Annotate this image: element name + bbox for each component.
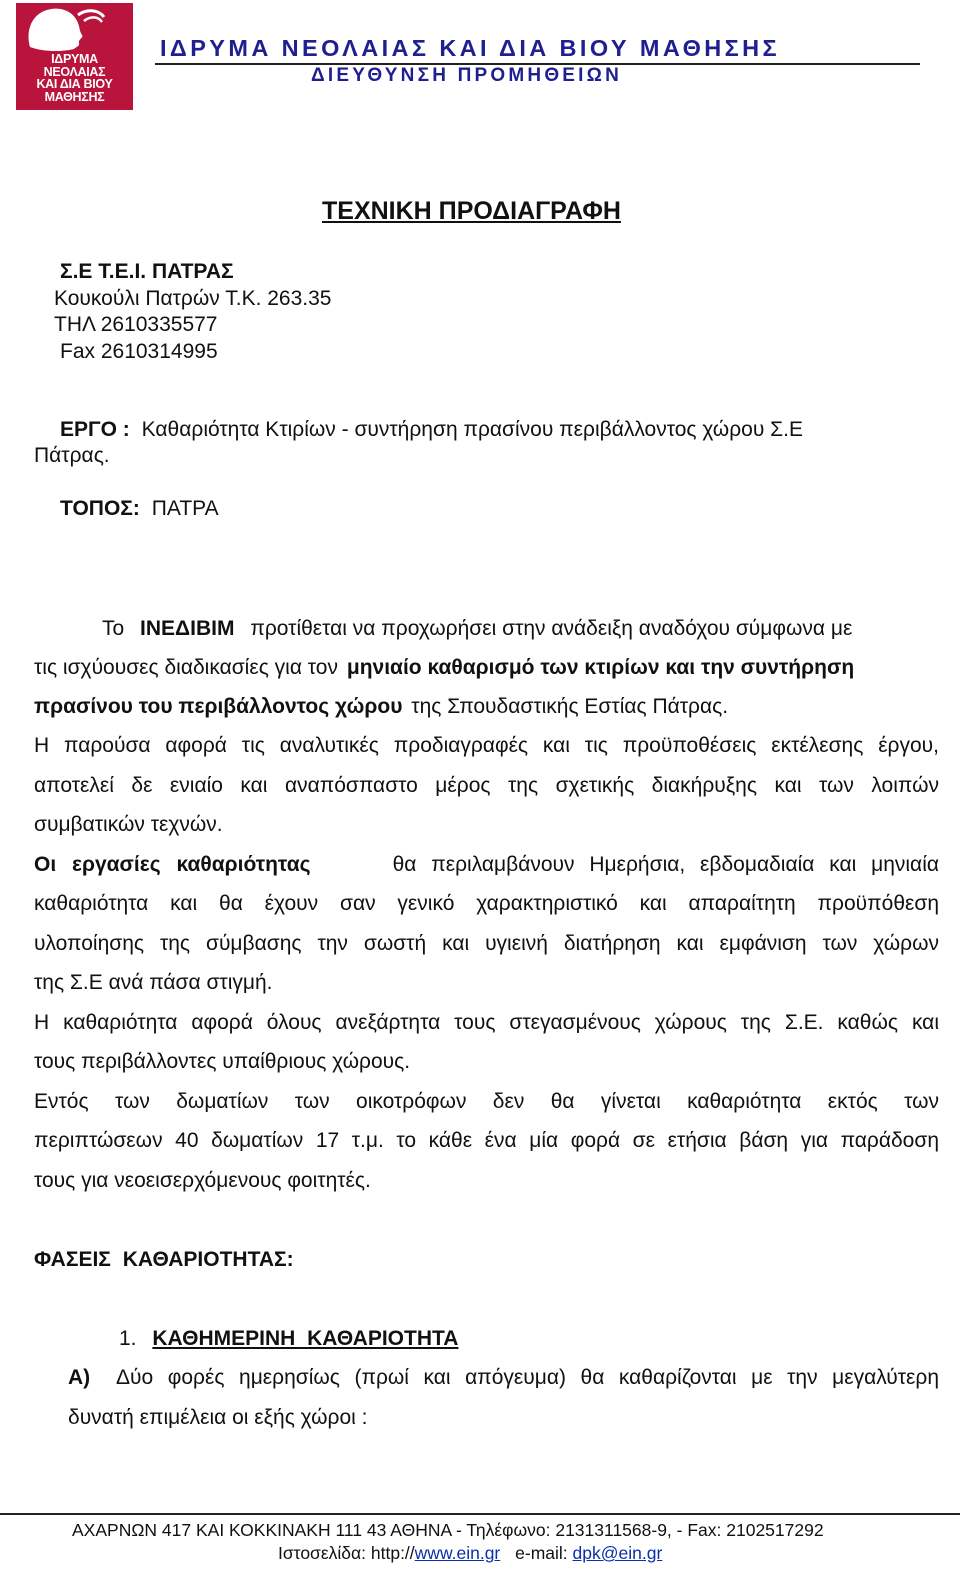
- paragraph-line: αποτελεί δε ενιαίο και αναπόσπαστο μέρος της σχετικής διακήρυξης και των λοιπών: [34, 774, 939, 797]
- paragraph-line: τους για νεοεισερχόμενους φοιτητές.: [34, 1169, 371, 1192]
- location-line: [60, 497, 219, 521]
- list-number: 1.: [119, 1327, 137, 1350]
- email-label: e-mail:: [515, 1543, 568, 1563]
- contact-phone: ΤΗΛ 2610335577: [54, 313, 218, 336]
- project-line: [60, 418, 803, 442]
- paragraph-line: δυνατή επιμέλεια οι εξής χώροι :: [68, 1406, 368, 1429]
- paragraph-line: υλοποίησης της σύμβασης την σωστή και υγιεινή διατήρηση και εμφάνιση των χώρων: [34, 932, 939, 955]
- contact-address: Κουκούλι Πατρών Τ.Κ. 263.35: [54, 287, 332, 310]
- website-label: Ιστοσελίδα: http://: [278, 1543, 415, 1563]
- organization-logo: [16, 3, 133, 110]
- section-heading: ΦΑΣΕΙΣ ΚΑΘΑΡΙΟΤΗΤΑΣ:: [34, 1248, 294, 1271]
- paragraph-line: συμβατικών τεχνών.: [34, 813, 223, 836]
- list-item: [119, 1327, 458, 1351]
- paragraph-line: Δύο φορές ημερησίως (πρωί και απόγευμα) θα καθαρίζονται με την μεγαλύτερη: [116, 1366, 939, 1389]
- paragraph-line: [34, 695, 728, 719]
- text: της Σπουδαστικής Εστίας Πάτρας.: [411, 695, 729, 718]
- paragraph-line: καθαριότητα και θα έχουν σαν γενικό χαρακτηριστικό και απαραίτητη προϋπόθεση: [34, 892, 939, 915]
- emphasis-text: Οι εργασίες καθαριότητας: [34, 853, 311, 876]
- paragraph-line: Η παρούσα αφορά τις αναλυτικές προδιαγραφές και τις προϋποθέσεις εκτέλεσης έργου,: [34, 734, 939, 757]
- project-text: Καθαριότητα Κτιρίων - συντήρηση πρασίνου περιβάλλοντος χώρου Σ.Ε: [141, 418, 803, 441]
- emphasis-text: πρασίνου του περιβάλλοντος χώρου: [34, 695, 403, 718]
- location-value: ΠΑΤΡΑ: [151, 497, 219, 520]
- paragraph-line: [34, 845, 939, 885]
- logo-line: ΚΑΙ ΔΙΑ ΒΙΟΥ: [36, 77, 113, 91]
- footer-address: ΑΧΑΡΝΩΝ 417 ΚΑΙ ΚΟΚΚΙΝΑΚΗ 111 43 ΑΘΗΝΑ - Τηλέφωνο: 2131311568-9, - Fax: 2102517292: [72, 1520, 824, 1540]
- text: θα περιλαμβάνουν Ημερήσια, εβδομαδιαία και μηνιαία: [392, 853, 939, 876]
- organization-name: ΙΔΡΥΜΑ ΝΕΟΛΑΙΑΣ ΚΑΙ ΔΙΑ ΒΙΟΥ ΜΑΘΗΣΗΣ: [160, 35, 781, 61]
- text: τις ισχύουσες διαδικασίες για τον: [34, 656, 338, 679]
- contact-name: Σ.Ε Τ.Ε.Ι. ΠΑΤΡΑΣ: [60, 260, 234, 283]
- website-link[interactable]: www.ein.gr: [414, 1543, 501, 1563]
- project-label: ΕΡΓΟ :: [60, 418, 130, 441]
- paragraph-line: Εντός των δωματίων των οικοτρόφων δεν θα γίνεται καθαριότητα εκτός των: [34, 1090, 939, 1113]
- footer-links: [278, 1543, 662, 1564]
- list-item-title: ΚΑΘΗΜΕΡΙΝΗ ΚΑΘΑΡΙΟΤΗΤΑ: [152, 1327, 459, 1350]
- location-label: ΤΟΠΟΣ:: [60, 497, 140, 520]
- footer-divider: [0, 1513, 960, 1515]
- paragraph-line: της Σ.Ε ανά πάσα στιγμή.: [34, 971, 273, 994]
- paragraph-line: [34, 656, 854, 680]
- text: Το: [102, 617, 125, 640]
- logo-line: ΝΕΟΛΑΙΑΣ: [43, 64, 106, 79]
- emphasis-text: μηνιαίο καθαρισμό των κτιρίων και την συντήρηση: [346, 656, 855, 679]
- logo-line: ΙΔΡΥΜΑ: [51, 52, 98, 66]
- text: προτίθεται να προχωρήσει στην ανάδειξη αναδόχου σύμφωνα με: [250, 617, 853, 640]
- paragraph-line: [102, 617, 852, 641]
- paragraph-line: Η καθαριότητα αφορά όλους ανεξάρτητα τους στεγασμένους χώρους της Σ.Ε. καθώς και: [34, 1011, 939, 1034]
- project-text-continued: Πάτρας.: [34, 444, 110, 467]
- paragraph-line: περιπτώσεων 40 δωματίων 17 τ.μ. το κάθε ένα μία φορά σε ετήσια βάση για παράδοση: [34, 1129, 939, 1152]
- sub-item-label: Α): [68, 1366, 91, 1389]
- document-title: ΤΕΧΝΙΚΗ ΠΡΟΔΙΑΓΡΑΦΗ: [322, 197, 621, 225]
- logo-line: ΜΑΘΗΣΗΣ: [44, 89, 105, 104]
- department-name: ΔΙΕΥΘΥΝΣΗ ΠΡΟΜΗΘΕΙΩΝ: [311, 65, 623, 86]
- paragraph-line: τους περιβάλλοντες υπαίθριους χώρους.: [34, 1050, 411, 1073]
- email-link[interactable]: dpk@ein.gr: [572, 1543, 663, 1563]
- contact-fax: Fax 2610314995: [60, 340, 218, 363]
- organization-acronym: ΙΝΕΔΙΒΙΜ: [140, 617, 235, 640]
